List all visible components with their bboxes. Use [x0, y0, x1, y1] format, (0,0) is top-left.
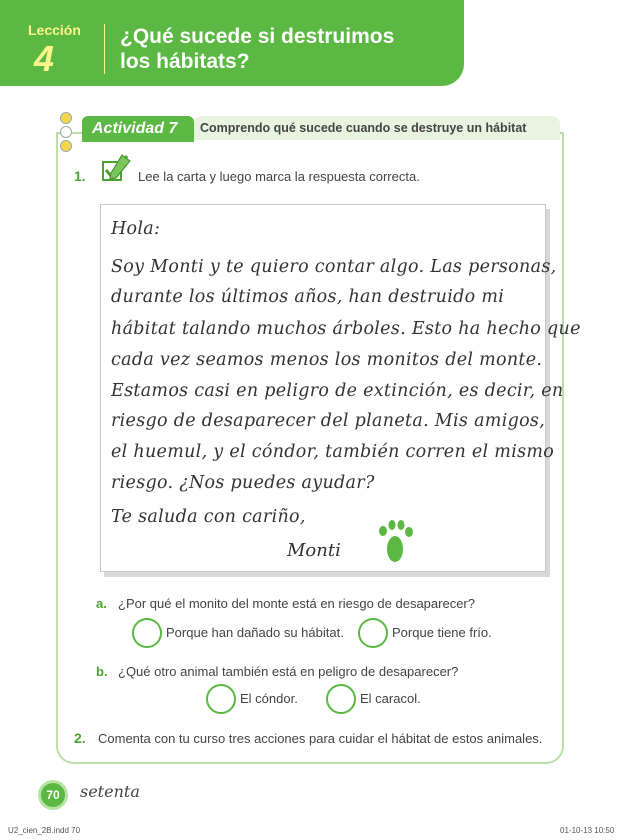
question-2-instruction: Comenta con tu curso tres acciones para cuidar el hábitat de estos animales.	[98, 731, 543, 746]
print-file-info: U2_cien_2B.indd 70	[8, 826, 81, 835]
lesson-label: Lección	[28, 22, 81, 38]
page-title	[120, 24, 450, 74]
question-1-instruction: Lee la carta y luego marca la respuesta correcta.	[138, 169, 420, 184]
option-label: Porque tiene frío.	[392, 625, 492, 640]
answer-circle[interactable]	[132, 618, 162, 648]
lesson-number: 4	[34, 38, 55, 79]
letter-line: Hola:	[111, 219, 161, 239]
question-a-text: ¿Por qué el monito del monte está en riesgo de desaparecer?	[118, 596, 475, 611]
answer-circle[interactable]	[326, 684, 356, 714]
question-b-text: ¿Qué otro animal también está en peligro de desaparecer?	[118, 664, 459, 679]
activity-heading: Comprendo qué sucede cuando se destruye un hábitat	[194, 116, 560, 140]
question-2-number: 2.	[74, 730, 86, 746]
letter-line: riesgo de desaparecer del planeta. Mis amigos,	[111, 411, 546, 431]
page-number-word: setenta	[80, 782, 140, 801]
title-line-2: los hábitats?	[120, 50, 250, 73]
activity-badge: Actividad 7	[82, 116, 194, 142]
pencil-check-icon	[100, 152, 134, 184]
letter-line: riesgo. ¿Nos puedes ayudar?	[111, 473, 375, 493]
option-label: El cóndor.	[240, 691, 298, 706]
header-divider	[104, 24, 105, 74]
question-a-letter: a.	[96, 596, 107, 611]
letter-signature: Monti	[287, 540, 341, 561]
letter-line: Te saluda con cariño,	[111, 507, 306, 527]
letter-line: el huemul, y el cóndor, también corren el mismo	[111, 442, 555, 462]
print-date-info: 01-10-13 10:50	[560, 826, 615, 835]
letter-card	[100, 204, 581, 572]
title-line-1: ¿Qué sucede si destruimos	[120, 25, 395, 48]
answer-circle[interactable]	[358, 618, 388, 648]
letter-line: cada vez seamos menos los monitos del monte.	[111, 350, 543, 370]
question-1-number: 1.	[74, 168, 86, 184]
option-label: Porque han dañado su hábitat.	[166, 625, 344, 640]
page-number: 70	[38, 780, 68, 810]
answer-circle[interactable]	[206, 684, 236, 714]
option-label: El caracol.	[360, 691, 421, 706]
letter-line: Estamos casi en peligro de extinción, es decir, en	[111, 381, 564, 401]
dot-icon	[60, 140, 72, 152]
question-b-letter: b.	[96, 664, 108, 679]
dot-icon	[60, 112, 72, 124]
footprint-icon	[375, 517, 415, 565]
decorative-dots	[60, 112, 76, 154]
lesson-header	[0, 0, 464, 86]
letter-line: Soy Monti y te quiero contar algo. Las personas,	[111, 257, 557, 277]
letter-line: hábitat talando muchos árboles. Esto ha hecho que	[111, 319, 581, 339]
letter-line: durante los últimos años, han destruido mi	[111, 287, 505, 307]
dot-icon	[60, 126, 72, 138]
